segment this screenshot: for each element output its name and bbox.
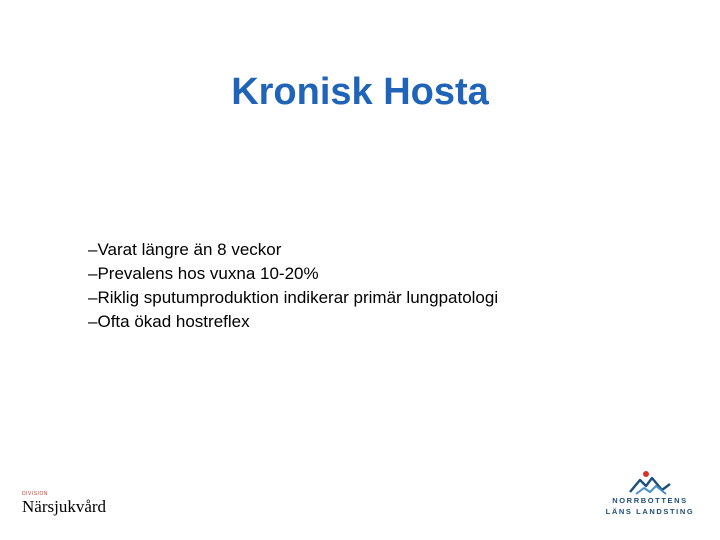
norrbotten-logo: [598, 470, 702, 520]
bullet-text: Varat längre än 8 veckor: [97, 240, 282, 259]
bullet-item: [88, 286, 498, 310]
bullet-item: [88, 238, 498, 262]
logo-text-line2: LÄNS LANDSTING: [605, 507, 695, 516]
bullet-marker: –: [88, 264, 98, 283]
bullet-text: Prevalens hos vuxna 10-20%: [97, 264, 319, 283]
bullet-item: [88, 310, 498, 334]
bullet-text: Riklig sputumproduktion indikerar primär lungpatologi: [97, 288, 499, 307]
norrbotten-logo-icon: [626, 470, 674, 496]
bullet-marker: –: [88, 288, 98, 307]
division-caption: DIVISION: [22, 491, 48, 497]
bullet-text: Ofta ökad hostreflex: [97, 312, 250, 331]
slide-title: Kronisk Hosta: [231, 71, 489, 113]
bullet-marker: –: [88, 240, 98, 259]
bullet-item: [88, 262, 498, 286]
division-name: Närsjukvård: [22, 497, 107, 516]
bullet-marker: –: [88, 312, 98, 331]
bullet-list: [88, 238, 498, 334]
division-label-block: [22, 491, 106, 517]
logo-text-line1: NORRBOTTENS: [612, 496, 688, 505]
